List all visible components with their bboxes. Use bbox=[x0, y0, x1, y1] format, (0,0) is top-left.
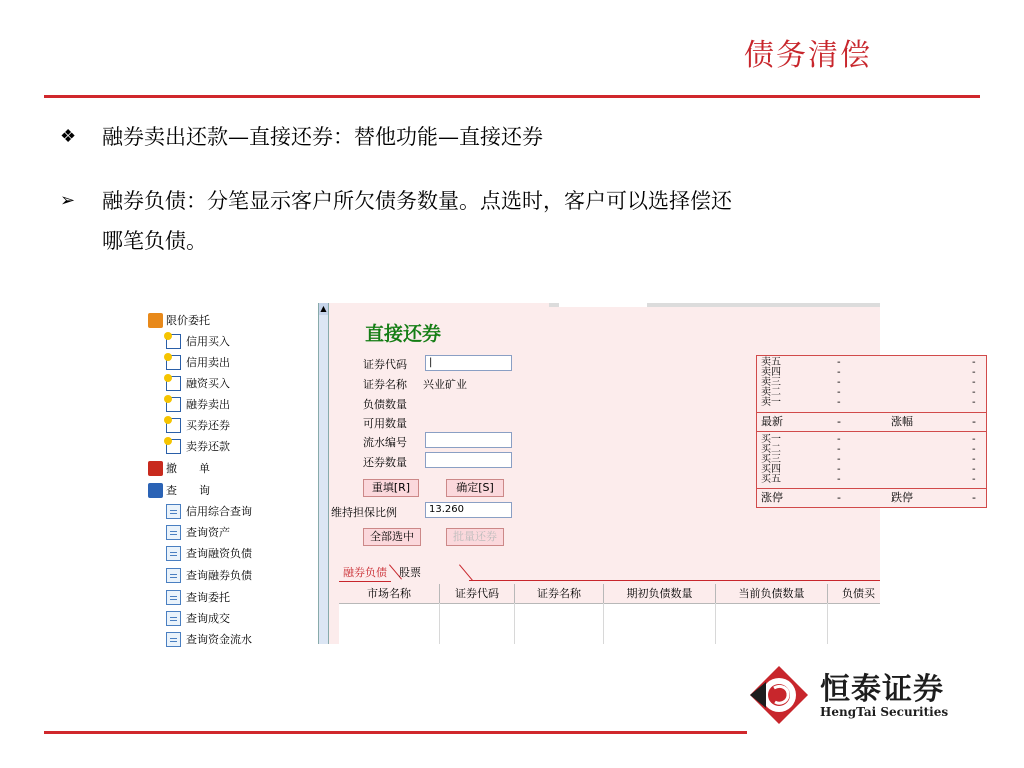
maintenance-ratio-field: 13.260 bbox=[425, 502, 512, 518]
footer-divider bbox=[44, 731, 747, 734]
page-icon bbox=[166, 546, 181, 561]
page-icon bbox=[166, 504, 181, 519]
page-icon bbox=[166, 590, 181, 605]
order-icon bbox=[166, 439, 181, 454]
security-name-value: 兴业矿业 bbox=[423, 378, 467, 391]
select-all-button[interactable]: 全部选中 bbox=[363, 528, 421, 546]
diamond-bullet-icon: ❖ bbox=[60, 126, 77, 147]
bullet-text-continued: 哪笔负债。 bbox=[102, 229, 207, 253]
page-icon bbox=[166, 632, 181, 647]
col-name[interactable]: 证券名称 bbox=[515, 584, 604, 603]
page-icon bbox=[166, 525, 181, 540]
title-divider bbox=[44, 95, 980, 98]
serial-number-input[interactable] bbox=[425, 432, 512, 448]
direct-return-panel bbox=[329, 303, 976, 644]
quote-sell2: 卖二 - - bbox=[761, 387, 976, 398]
confirm-button[interactable]: 确定[S] bbox=[446, 479, 504, 497]
quote-sell1: 卖一 - - bbox=[761, 397, 976, 408]
reset-button[interactable]: 重填[R] bbox=[363, 479, 419, 497]
col-code[interactable]: 证券代码 bbox=[440, 584, 515, 603]
arrow-bullet-icon: ➢ bbox=[60, 190, 76, 211]
bullet-text: 融券负债：分笔显示客户所欠债务数量。点选时，客户可以选择偿还 bbox=[102, 189, 732, 213]
quote-buy3: 买三 - - bbox=[761, 454, 976, 465]
result-tabs bbox=[339, 565, 880, 581]
short-debt-table bbox=[339, 584, 880, 644]
folder-icon bbox=[148, 313, 163, 328]
col-market[interactable]: 市场名称 bbox=[339, 584, 440, 603]
batch-return-button[interactable]: 批量还券 bbox=[446, 528, 504, 546]
query-icon bbox=[148, 483, 163, 498]
order-icon bbox=[166, 355, 181, 370]
security-code-input[interactable]: | bbox=[425, 355, 512, 371]
logo-chinese-name: 恒泰证券 bbox=[820, 672, 944, 707]
quote-latest: 最新 - 涨幅 - bbox=[761, 415, 976, 428]
quote-buy4: 买四 - - bbox=[761, 464, 976, 475]
quote-buy2: 买二 - - bbox=[761, 444, 976, 455]
code-label: 证券代码 bbox=[363, 358, 407, 371]
order-icon bbox=[166, 376, 181, 391]
table-header bbox=[339, 584, 880, 604]
bullet-text: 融券卖出还款—直接还券：替他功能—直接还券 bbox=[102, 125, 543, 149]
cancel-icon bbox=[148, 461, 163, 476]
tree-scrollbar[interactable] bbox=[318, 303, 329, 644]
logo-english-name: HengTai Securities bbox=[820, 705, 949, 719]
col-opening-debt[interactable]: 期初负债数量 bbox=[604, 584, 716, 603]
quote-buy1: 买一 - - bbox=[761, 434, 976, 445]
slide-title: 债务清偿 bbox=[744, 38, 872, 73]
order-icon bbox=[166, 418, 181, 433]
hengtai-logo-icon bbox=[748, 664, 810, 726]
return-qty-label: 还券数量 bbox=[363, 456, 407, 469]
ratio-label: 维持担保比例 bbox=[331, 506, 397, 519]
page-icon bbox=[166, 568, 181, 583]
quote-sell4: 卖四 - - bbox=[761, 367, 976, 378]
panel-top-strip bbox=[549, 303, 880, 307]
quote-panel bbox=[756, 355, 987, 508]
return-qty-input[interactable] bbox=[425, 452, 512, 468]
trading-app-screenshot bbox=[150, 303, 976, 646]
quote-limits: 涨停 - 跌停 - bbox=[761, 491, 976, 504]
order-icon bbox=[166, 334, 181, 349]
name-label: 证券名称 bbox=[363, 378, 407, 391]
company-logo bbox=[748, 660, 978, 728]
serial-label: 流水编号 bbox=[363, 436, 407, 449]
tab-short-debt[interactable]: 融券负债 bbox=[339, 565, 391, 582]
scroll-up-icon[interactable]: ▲ bbox=[320, 304, 327, 313]
col-current-debt[interactable]: 当前负债数量 bbox=[716, 584, 828, 603]
debt-qty-label: 负债数量 bbox=[363, 398, 407, 411]
order-icon bbox=[166, 397, 181, 412]
tab-stocks[interactable]: 股票 bbox=[399, 566, 421, 579]
quote-sell3: 卖三 - - bbox=[761, 377, 976, 388]
page-icon bbox=[166, 611, 181, 626]
panel-title: 直接还券 bbox=[365, 323, 442, 345]
col-debt-buy[interactable]: 负债买 bbox=[842, 587, 875, 600]
quote-sell5: 卖五 - - bbox=[761, 357, 976, 368]
function-tree: 限价委托 信用买入 信用卖出 融资买入 融券卖出 买券还券 卖券还款 撤 单 查 询 信用综合查询 查询资产 查询融资负债 查询融券负债 查询委托 查询成交 查询资金流水 bbox=[150, 303, 318, 644]
quote-buy5: 买五 - - bbox=[761, 474, 976, 485]
avail-qty-label: 可用数量 bbox=[363, 417, 407, 430]
